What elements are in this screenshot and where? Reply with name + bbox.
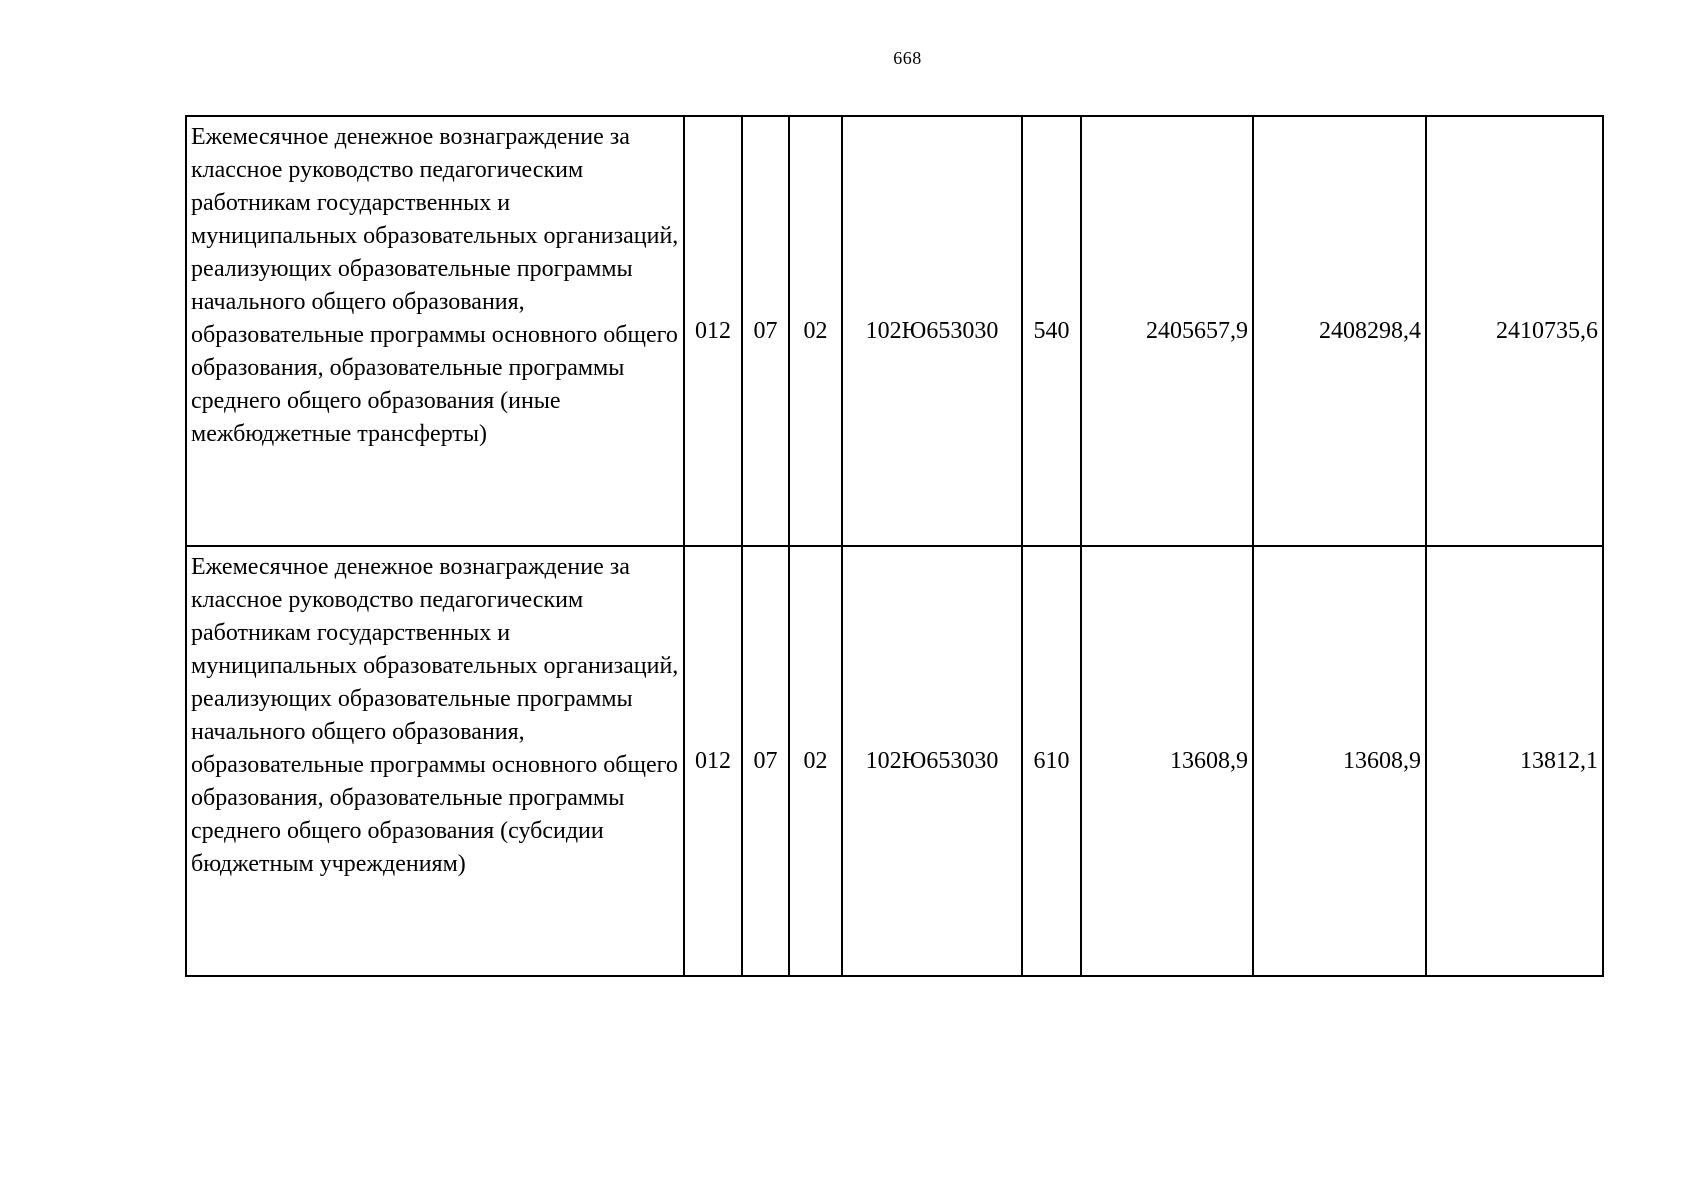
amount-year-3: 13812,1 — [1426, 546, 1603, 976]
amount-year-1: 2405657,9 — [1081, 116, 1253, 546]
subsection-code: 02 — [789, 116, 842, 546]
row-description: Ежемесячное денежное вознаграждение за классное руководство педагогическим работникам государственных и муниципальных образовательных организаций, реализующих образовательные программы начального общего образования, образовательные программы основного общего образования, образовательные программы среднего общего образования (иные межбюджетные трансферты) — [186, 116, 684, 546]
amount-year-1: 13608,9 — [1081, 546, 1253, 976]
target-article-code: 102Ю653030 — [842, 546, 1022, 976]
page-number: 668 — [893, 48, 922, 68]
target-article-code: 102Ю653030 — [842, 116, 1022, 546]
subsection-code: 02 — [789, 546, 842, 976]
table-row — [186, 116, 1603, 546]
expense-type-code: 540 — [1022, 116, 1081, 546]
ministry-code: 012 — [684, 546, 742, 976]
budget-table — [185, 115, 1604, 977]
ministry-code: 012 — [684, 116, 742, 546]
section-code: 07 — [742, 546, 789, 976]
expense-type-code: 610 — [1022, 546, 1081, 976]
amount-year-3: 2410735,6 — [1426, 116, 1603, 546]
amount-year-2: 13608,9 — [1253, 546, 1426, 976]
row-description: Ежемесячное денежное вознаграждение за классное руководство педагогическим работникам государственных и муниципальных образовательных организаций, реализующих образовательные программы начального общего образования, образовательные программы основного общего образования, образовательные программы среднего общего образования (субсидии бюджетным учреждениям) — [186, 546, 684, 976]
amount-year-2: 2408298,4 — [1253, 116, 1426, 546]
table-row — [186, 546, 1603, 976]
section-code: 07 — [742, 116, 789, 546]
